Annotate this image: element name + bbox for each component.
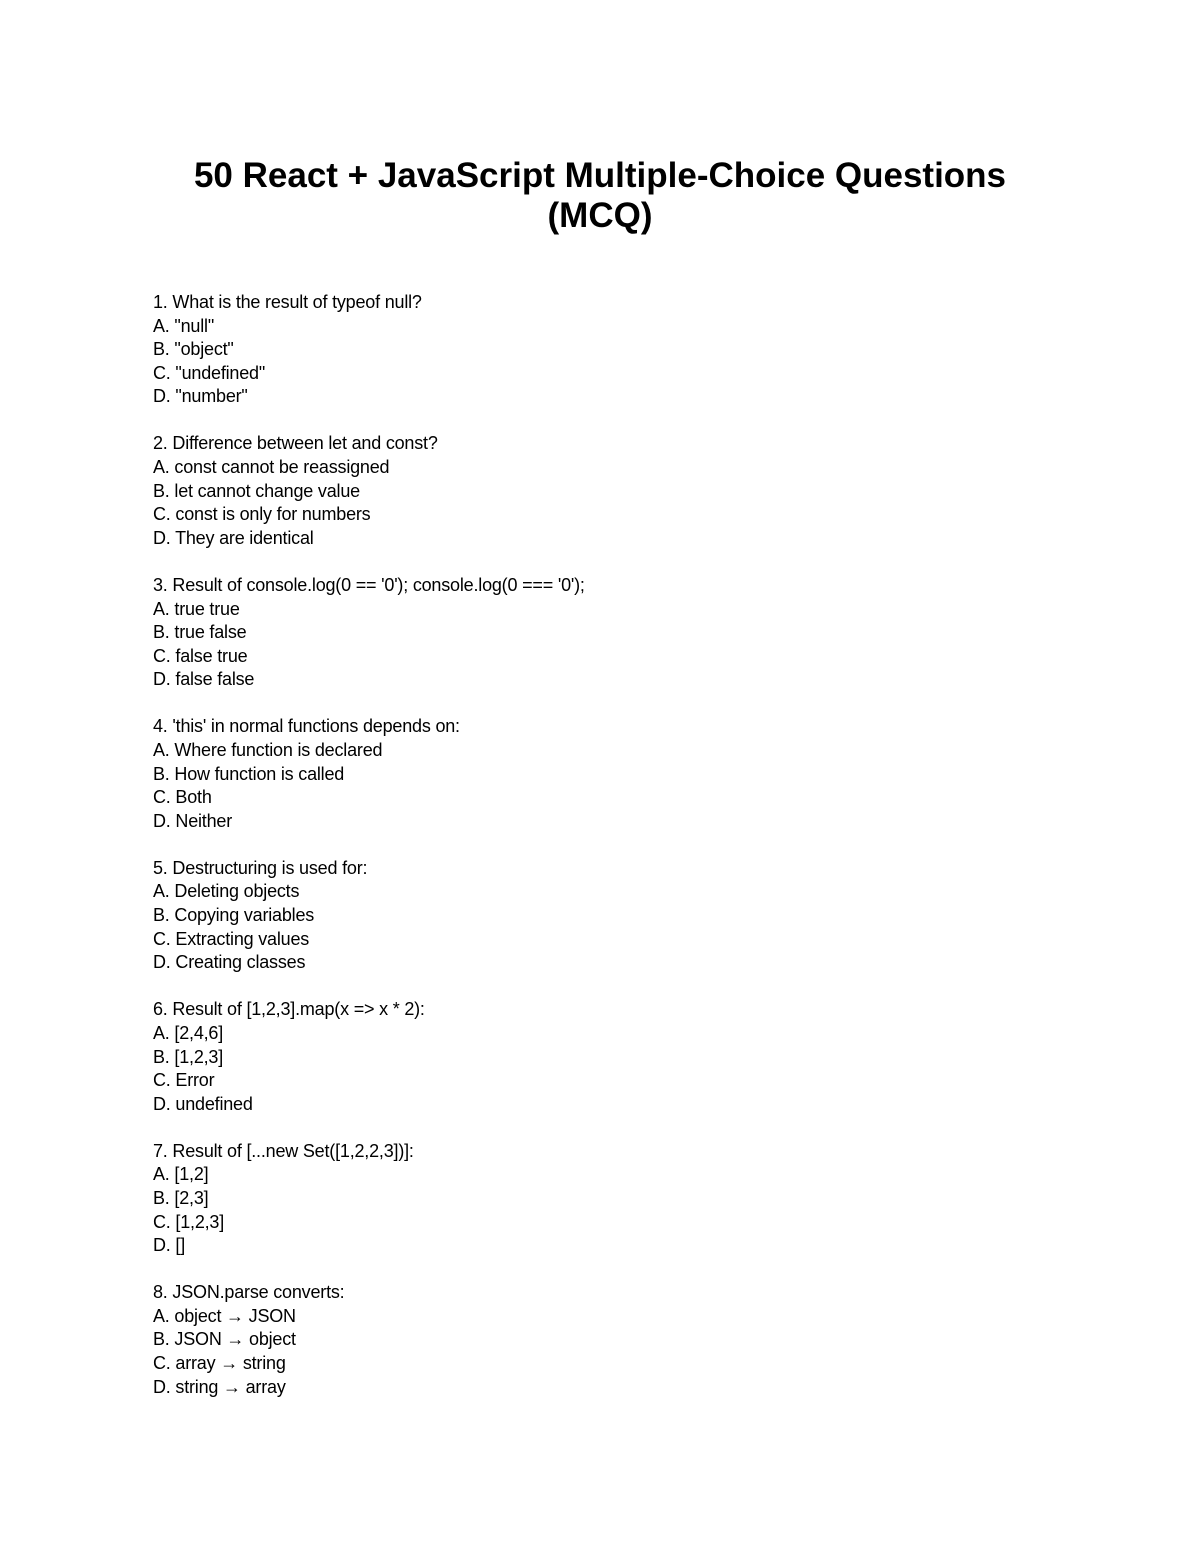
option-c: C. false true bbox=[153, 645, 248, 666]
option-c: C. [1,2,3] bbox=[153, 1211, 225, 1232]
option-c: C. Error bbox=[153, 1070, 215, 1091]
question-prompt: 5. Destructuring is used for: bbox=[153, 857, 368, 878]
question-6 bbox=[153, 998, 1053, 1116]
page-title bbox=[0, 156, 1200, 236]
option-b: B. true false bbox=[153, 622, 247, 643]
title-line-1: 50 React + JavaScript Multiple-Choice Questions bbox=[193, 156, 1007, 195]
option-b: B. [1,2,3] bbox=[153, 1046, 224, 1067]
question-prompt: 8. JSON.parse converts: bbox=[153, 1282, 345, 1303]
option-b: B. Copying variables bbox=[153, 905, 315, 926]
option-b: B. JSON → object bbox=[153, 1329, 296, 1350]
option-c: C. Extracting values bbox=[153, 928, 310, 949]
question-2 bbox=[153, 432, 1053, 550]
option-b: B. let cannot change value bbox=[153, 480, 360, 501]
option-a: A. Where function is declared bbox=[153, 740, 383, 760]
title-line-2: (MCQ) bbox=[547, 196, 653, 235]
option-a: A. const cannot be reassigned bbox=[153, 457, 390, 478]
option-d: D. string → array bbox=[153, 1376, 286, 1397]
option-b: B. "object" bbox=[153, 339, 234, 360]
option-d: D. Creating classes bbox=[153, 952, 306, 973]
question-list bbox=[153, 291, 1053, 1423]
question-3 bbox=[153, 574, 1053, 692]
question-prompt: 4. 'this' in normal functions depends on: bbox=[153, 716, 460, 737]
option-d: D. Neither bbox=[153, 810, 233, 831]
option-c: C. const is only for numbers bbox=[153, 504, 371, 525]
option-d: D. "number" bbox=[153, 386, 248, 407]
question-prompt: 1. What is the result of typeof null? bbox=[153, 292, 422, 312]
option-d: D. They are identical bbox=[153, 527, 314, 548]
option-d: D. undefined bbox=[153, 1093, 253, 1114]
option-d: D. false false bbox=[153, 669, 255, 690]
question-prompt: 7. Result of [...new Set([1,2,2,3])]: bbox=[153, 1140, 414, 1161]
option-a: A. [1,2] bbox=[153, 1164, 209, 1185]
question-1 bbox=[153, 291, 1053, 409]
question-prompt: 2. Difference between let and const? bbox=[153, 433, 438, 454]
question-prompt: 3. Result of console.log(0 == '0'); console.log(0 === '0'); bbox=[153, 574, 585, 595]
option-a: A. object → JSON bbox=[153, 1305, 296, 1326]
question-8 bbox=[153, 1281, 1053, 1399]
question-5 bbox=[153, 857, 1053, 975]
option-c: C. array → string bbox=[153, 1353, 286, 1374]
option-b: B. [2,3] bbox=[153, 1188, 209, 1208]
option-a: A. true true bbox=[153, 598, 240, 619]
option-d: D. [] bbox=[153, 1235, 186, 1256]
option-a: A. "null" bbox=[153, 315, 215, 336]
question-7 bbox=[153, 1140, 1053, 1258]
question-prompt: 6. Result of [1,2,3].map(x => x * 2): bbox=[153, 999, 425, 1020]
option-c: C. "undefined" bbox=[153, 362, 266, 383]
option-a: A. [2,4,6] bbox=[153, 1022, 224, 1043]
option-b: B. How function is called bbox=[153, 763, 345, 784]
question-4 bbox=[153, 715, 1053, 833]
option-c: C. Both bbox=[153, 787, 212, 808]
option-a: A. Deleting objects bbox=[153, 881, 300, 902]
